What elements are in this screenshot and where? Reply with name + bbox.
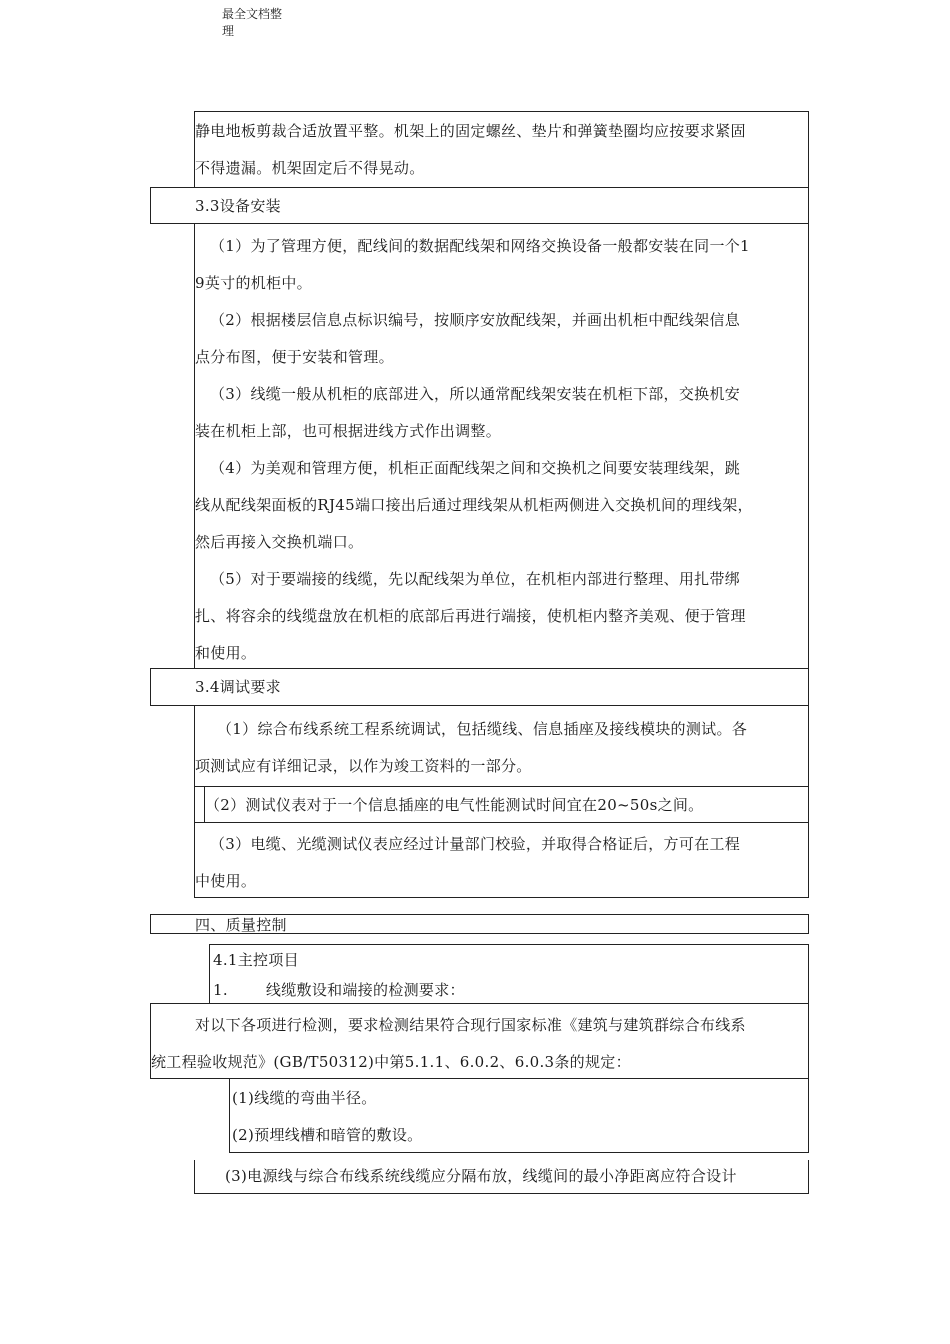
s33-item-5-line-1: （5）对于要端接的线缆，先以配线架为单位，在机柜内部进行整理、用扎带绑 [210, 570, 741, 588]
s33-intro-line-1: 静电地板剪裁合适放置平整。机架上的固定螺丝、垫片和弹簧垫圈均应按要求紧固 [195, 122, 746, 140]
s41-para-line-2: 统工程验收规范》(GB/T50312)中第5.1.1、6.0.2、6.0.3条的规定： [151, 1053, 631, 1071]
s41-title: 4.1主控项目 [213, 951, 299, 969]
s34-item-2-box [194, 786, 809, 823]
s34-item-3-line-2: 中使用。 [195, 872, 257, 890]
s33-item-3-line-1: （3）线缆一般从机柜的底部进入，所以通常配线架安装在机柜下部，交换机安 [210, 385, 741, 403]
s41-box [209, 944, 809, 1004]
s41-item-b: (2)预埋线槽和暗管的敷设。 [232, 1126, 423, 1144]
s4-heading [150, 914, 809, 934]
s41-item-1 [213, 975, 808, 1005]
s41-item-a: (1)线缆的弯曲半径。 [232, 1089, 377, 1107]
s33-item-2-line-1: （2）根据楼层信息点标识编号，按顺序安放配线架，并画出机柜中配线架信息 [210, 311, 741, 329]
s33-intro-box [194, 111, 809, 188]
s33-items-box [194, 223, 809, 669]
s4-heading-text: 四、质量控制 [195, 916, 287, 934]
s33-intro-line-2: 不得遗漏。机架固定后不得晃动。 [195, 159, 425, 177]
s33-item-3-line-2: 装在机柜上部，也可根据进线方式作出调整。 [195, 422, 502, 440]
s33-heading-text: 3.3设备安装 [195, 197, 281, 215]
s34-item-1-box [194, 705, 809, 787]
s33-heading [150, 187, 809, 224]
s34-item-1-line-1: （1）综合布线系统工程系统调试，包括缆线、信息插座及接线模块的测试。各 [217, 720, 748, 738]
s34-item-1-line-2: 项测试应有详细记录，以作为竣工资料的一部分。 [195, 757, 532, 775]
page-header [222, 6, 312, 40]
s41-item-c: (3)电源线与综合布线系统线缆应分隔布放，线缆间的最小净距离应符合设计 [225, 1167, 737, 1185]
s34-item-2-line-1: （2）测试仪表对于一个信息插座的电气性能测试时间宜在20~50s之间。 [205, 796, 704, 814]
s41-item-c-box [194, 1160, 809, 1194]
s33-item-1-line-1: （1）为了管理方便，配线间的数据配线架和网络交换设备一般都安装在同一个1 [210, 237, 750, 255]
s34-item-3-line-1: （3）电缆、光缆测试仪表应经过计量部门校验，并取得合格证后，方可在工程 [210, 835, 741, 853]
s34-heading-text: 3.4调试要求 [195, 678, 281, 696]
s41-para-box [150, 1003, 809, 1079]
s33-item-4-line-2: 线从配线架面板的RJ45端口接出后通过理线架从机柜两侧进入交换机间的理线架， [195, 496, 753, 514]
s34-item-3-box [194, 822, 809, 898]
s41-items-box [229, 1078, 809, 1153]
s33-item-4-line-1: （4）为美观和管理方便，机柜正面配线架之间和交换机之间要安装理线架，跳 [210, 459, 741, 477]
s34-heading [150, 668, 809, 706]
s41-item-1-text: 线缆敷设和端接的检测要求： [265, 981, 465, 999]
s33-item-1-line-2: 9英寸的机柜中。 [195, 274, 312, 292]
header-line-2: 理 [222, 24, 235, 38]
s34-item-2-divider [204, 786, 205, 823]
s41-item-1-num: 1. [213, 981, 228, 999]
header-line-1: 最全文档整 [222, 7, 283, 21]
s33-item-5-line-3: 和使用。 [195, 644, 257, 662]
s33-item-2-line-2: 点分布图，便于安装和管理。 [195, 348, 394, 366]
s41-para-line-1: 对以下各项进行检测，要求检测结果符合现行国家标准《建筑与建筑群综合布线系 [195, 1016, 746, 1034]
s33-item-5-line-2: 扎、将容余的线缆盘放在机柜的底部后再进行端接，使机柜内整齐美观、便于管理 [195, 607, 746, 625]
s33-item-4-line-3: 然后再接入交换机端口。 [195, 533, 364, 551]
